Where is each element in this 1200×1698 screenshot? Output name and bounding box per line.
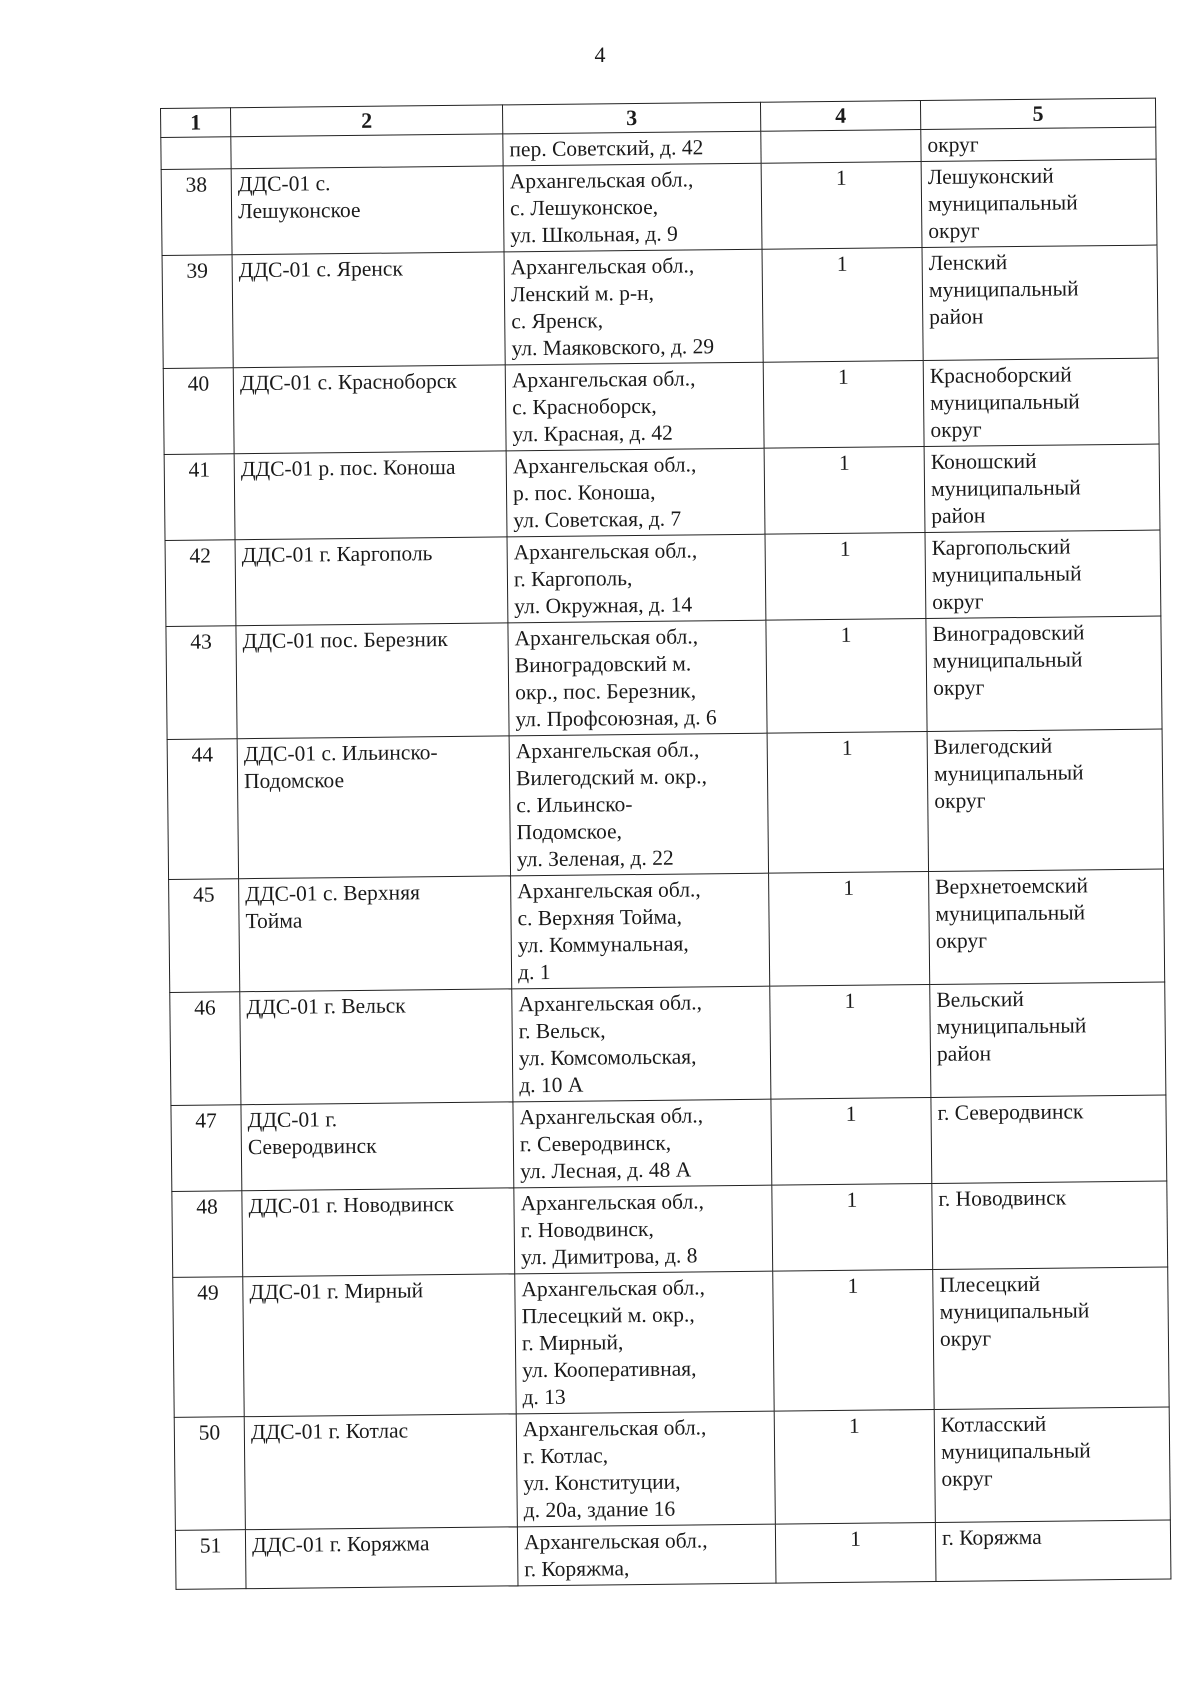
address-cell [511, 873, 770, 989]
cell-line: ул. Красная, д. 42 [512, 420, 673, 447]
table-row [169, 869, 1165, 992]
cell-line: ул. Кооперативная, [522, 1356, 697, 1383]
cell-line: округ [935, 928, 988, 953]
cell-line: пер. Советский, д. 42 [509, 135, 704, 162]
cell-line: ДДС-01 г. Котлас [250, 1418, 409, 1445]
cell-line: Архангельская обл., [509, 167, 694, 194]
cell-line: Лешуконское [237, 197, 361, 224]
table-row [165, 530, 1161, 626]
cell-line: Плесецкий [939, 1271, 1041, 1297]
column-header: 2 [231, 105, 503, 137]
address-cell [516, 1411, 775, 1527]
row-number-cell: 39 [162, 255, 233, 369]
cell-line: р. пос. Коноша, [512, 479, 656, 506]
municipality-cell [932, 1181, 1168, 1269]
quantity-cell: 1 [770, 984, 931, 1099]
table-container [160, 98, 1170, 1590]
cell-line: Архангельская обл., [521, 1275, 706, 1302]
cell-line: муниципальный [930, 475, 1081, 501]
table-row [164, 444, 1160, 540]
cell-line: Архангельская обл., [515, 737, 700, 764]
cell-line: Архангельская обл., [512, 452, 697, 479]
cell-line: Архангельская обл., [520, 1189, 705, 1216]
cell-line: окр., пос. Березник, [515, 678, 697, 705]
cell-line: ДДС-01 г. Мирный [249, 1278, 424, 1305]
cell-line: округ [941, 1466, 993, 1491]
cell-line: ДДС-01 г. Каргополь [241, 541, 433, 568]
municipality-cell [929, 869, 1165, 984]
municipality-cell [935, 1520, 1171, 1581]
cell-line: Виноградовский [932, 620, 1085, 646]
table-row [166, 616, 1162, 739]
row-number-cell: 50 [174, 1417, 245, 1531]
cell-line: округ [927, 132, 979, 157]
address-cell [508, 620, 767, 736]
quantity-cell: 1 [766, 619, 927, 734]
cell-line: ДДС-01 с. Ильинско- [243, 740, 438, 767]
service-name-cell [240, 989, 513, 1105]
cell-line: ул. Комсомольская, [518, 1044, 697, 1071]
address-cell [503, 163, 762, 252]
service-name-cell [244, 1414, 517, 1530]
cell-line: Верхнетоемский [935, 873, 1089, 899]
cell-line: округ [928, 218, 980, 243]
cell-line: ДДС-01 с. Верхняя [245, 880, 421, 907]
cell-line: ДДС-01 г. Коряжма [251, 1531, 430, 1558]
table-row [167, 729, 1163, 879]
cell-line: Ленский м. р-н, [510, 280, 655, 307]
cell-line: ул. Советская, д. 7 [513, 506, 682, 533]
cell-line: Вилегодский [933, 733, 1053, 759]
service-name-cell [245, 1527, 518, 1589]
service-name-cell [232, 252, 505, 368]
municipality-cell [934, 1407, 1170, 1522]
cell-line: ДДС-01 г. Вельск [246, 993, 406, 1020]
page-number: 4 [594, 42, 606, 67]
cell-line: г. Коряжма [941, 1524, 1042, 1550]
quantity-cell: 1 [763, 361, 924, 449]
quantity-cell [761, 130, 921, 164]
address-cell [507, 534, 766, 623]
cell-line: Архангельская обл., [514, 624, 699, 651]
cell-line: муниципальный [935, 900, 1086, 926]
municipality-cell [925, 530, 1161, 618]
municipality-cell [921, 127, 1156, 161]
cell-line: с. Яренск, [511, 308, 604, 334]
municipality-cell [927, 729, 1163, 871]
table-row [170, 982, 1166, 1105]
address-cell [504, 249, 763, 365]
table-row [162, 245, 1158, 368]
quantity-cell: 1 [774, 1409, 935, 1524]
cell-line: ул. Лесная, д. 48 А [520, 1157, 692, 1184]
quantity-cell: 1 [771, 1097, 932, 1185]
municipality-cell [926, 616, 1162, 731]
quantity-cell: 1 [764, 447, 925, 535]
cell-line: д. 1 [517, 959, 551, 985]
cell-line: Архангельская обл., [523, 1528, 708, 1555]
address-cell [514, 1185, 773, 1274]
row-number-cell: 49 [173, 1277, 244, 1418]
table-row [172, 1181, 1168, 1277]
municipality-cell [930, 982, 1166, 1097]
address-cell [503, 131, 761, 166]
service-name-cell [235, 537, 508, 626]
cell-line: ул. Профсоюзная, д. 6 [515, 705, 717, 732]
quantity-cell: 1 [769, 871, 930, 986]
cell-line: Подомское, [516, 819, 623, 845]
column-header: 5 [920, 98, 1155, 129]
cell-line: Плесецкий м. окр., [521, 1302, 695, 1329]
cell-line: ДДС-01 г. Новодвинск [248, 1191, 454, 1219]
cell-line: округ [932, 589, 984, 614]
cell-line: округ [934, 788, 986, 813]
quantity-cell: 1 [772, 1183, 933, 1271]
service-name-cell [231, 134, 503, 169]
cell-line: ул. Зеленая, д. 22 [516, 845, 674, 872]
quantity-cell: 1 [767, 732, 928, 874]
quantity-cell: 1 [775, 1522, 936, 1583]
municipality-cell [921, 159, 1157, 247]
service-name-cell [234, 451, 507, 540]
table-row [173, 1267, 1169, 1417]
cell-line: Красноборский [929, 362, 1072, 388]
cell-line: д. 20а, здание 16 [523, 1496, 676, 1523]
row-number-cell: 47 [171, 1105, 242, 1192]
service-name-cell [233, 365, 506, 454]
cell-line: Архангельская обл., [511, 366, 696, 393]
dds-table [160, 98, 1171, 1590]
cell-line: ДДС-01 с. [237, 171, 331, 197]
cell-line: Виноградовский м. [514, 651, 692, 678]
cell-line: Архангельская обл., [518, 990, 703, 1017]
municipality-cell [924, 444, 1160, 532]
municipality-cell [931, 1095, 1167, 1183]
cell-line: г. Каргополь, [513, 566, 633, 592]
cell-line: г. Северодвинск [937, 1099, 1084, 1125]
cell-line: Архангельская обл., [517, 877, 701, 904]
cell-line: ул. Школьная, д. 9 [510, 221, 678, 248]
cell-line: район [931, 503, 986, 528]
row-number-cell: 44 [167, 739, 238, 880]
table-body [161, 127, 1171, 1589]
cell-line: Каргопольский [931, 534, 1071, 560]
table-row [163, 358, 1159, 454]
cell-line: Вилегодский м. окр., [515, 764, 708, 791]
cell-line: с. Красноборск, [512, 393, 657, 420]
cell-line: д. 13 [522, 1384, 566, 1410]
cell-line: округ [939, 1326, 992, 1351]
address-cell [513, 1099, 772, 1188]
cell-line: Вельский [936, 987, 1024, 1012]
cell-line: район [936, 1041, 992, 1066]
column-header: 1 [161, 108, 231, 138]
cell-line: д. 10 А [519, 1072, 584, 1098]
quantity-cell: 1 [762, 248, 923, 363]
cell-line: ул. Маяковского, д. 29 [511, 334, 715, 361]
cell-line: г. Вельск, [518, 1018, 606, 1044]
cell-line: муниципальный [927, 190, 1078, 216]
row-number-cell: 38 [161, 169, 232, 256]
service-name-cell [236, 623, 509, 739]
cell-line: г. Новодвинск [938, 1185, 1067, 1211]
row-number-cell: 42 [165, 540, 236, 627]
address-cell [509, 733, 768, 876]
service-name-cell [243, 1274, 516, 1417]
cell-line: Архангельская обл., [510, 253, 695, 280]
cell-line: ДДС-01 с. Яренск [238, 256, 403, 283]
cell-line: Ленский [928, 250, 1008, 275]
municipality-cell [933, 1267, 1169, 1409]
cell-line: Северодвинск [247, 1133, 377, 1160]
cell-line: Архангельская обл., [519, 1103, 704, 1130]
service-name-cell [231, 166, 504, 255]
cell-line: с. Лешуконское, [509, 194, 659, 221]
column-header: 3 [502, 102, 760, 134]
cell-line: ул. Окружная, д. 14 [514, 592, 693, 619]
cell-line: г. Северодвинск, [519, 1130, 672, 1157]
address-cell [506, 448, 765, 537]
cell-line: ул. Конституции, [523, 1469, 681, 1496]
table-row [171, 1095, 1167, 1191]
row-number-cell: 41 [164, 454, 235, 541]
address-cell [512, 986, 771, 1102]
cell-line: Котласский [940, 1411, 1047, 1437]
cell-line: с. Верхняя Тойма, [517, 904, 683, 931]
cell-line: район [929, 304, 984, 329]
cell-line: ул. Коммунальная, [517, 931, 689, 958]
column-header: 4 [760, 101, 920, 132]
row-number-cell: 43 [166, 626, 237, 740]
cell-line: муниципальный [932, 647, 1083, 673]
row-number-cell: 45 [169, 879, 240, 993]
cell-line: муниципальный [936, 1013, 1087, 1039]
cell-line: Коношский [930, 448, 1037, 474]
quantity-cell: 1 [761, 162, 922, 250]
cell-line: муниципальный [939, 1298, 1090, 1324]
address-cell [505, 362, 764, 451]
address-cell [515, 1271, 774, 1414]
service-name-cell [242, 1188, 515, 1277]
service-name-cell [237, 736, 510, 879]
row-number-cell: 46 [170, 992, 241, 1106]
table-row [175, 1520, 1171, 1589]
cell-line: Архангельская обл., [513, 538, 698, 565]
cell-line: ДДС-01 с. Красноборск [239, 368, 457, 396]
cell-line: округ [932, 675, 985, 700]
cell-line: муниципальный [933, 760, 1084, 786]
address-cell [517, 1524, 776, 1586]
cell-line: Лешуконский [927, 163, 1054, 189]
row-number-cell: 51 [175, 1530, 246, 1590]
cell-line: муниципальный [928, 276, 1079, 302]
quantity-cell: 1 [765, 533, 926, 621]
cell-line: ДДС-01 пос. Березник [242, 627, 448, 654]
cell-line: ДДС-01 р. пос. Коноша [240, 454, 456, 482]
cell-line: муниципальный [930, 389, 1080, 415]
quantity-cell: 1 [773, 1269, 934, 1411]
row-number-cell: 40 [163, 368, 234, 455]
row-number-cell: 48 [172, 1191, 243, 1278]
service-name-cell [239, 876, 512, 992]
cell-line: с. Ильинско- [516, 792, 633, 818]
municipality-cell [923, 358, 1159, 446]
row-number-cell [161, 137, 231, 170]
service-name-cell [241, 1102, 514, 1191]
cell-line: муниципальный [940, 1438, 1091, 1464]
cell-line: округ [930, 417, 982, 442]
cell-line: г. Котлас, [523, 1443, 609, 1469]
municipality-cell [922, 245, 1158, 360]
cell-line: ул. Димитрова, д. 8 [520, 1243, 698, 1270]
cell-line: Архангельская обл., [522, 1415, 707, 1442]
table-row [174, 1407, 1170, 1530]
cell-line: муниципальный [931, 561, 1082, 587]
cell-line: Тойма [245, 908, 303, 934]
cell-line: Подомское [243, 768, 345, 794]
cell-line: г. Мирный, [521, 1330, 624, 1356]
cell-line: г. Новодвинск, [520, 1216, 654, 1243]
cell-line: ДДС-01 г. [247, 1107, 338, 1133]
cell-line: г. Коряжма, [524, 1556, 630, 1582]
table-row [161, 159, 1157, 255]
